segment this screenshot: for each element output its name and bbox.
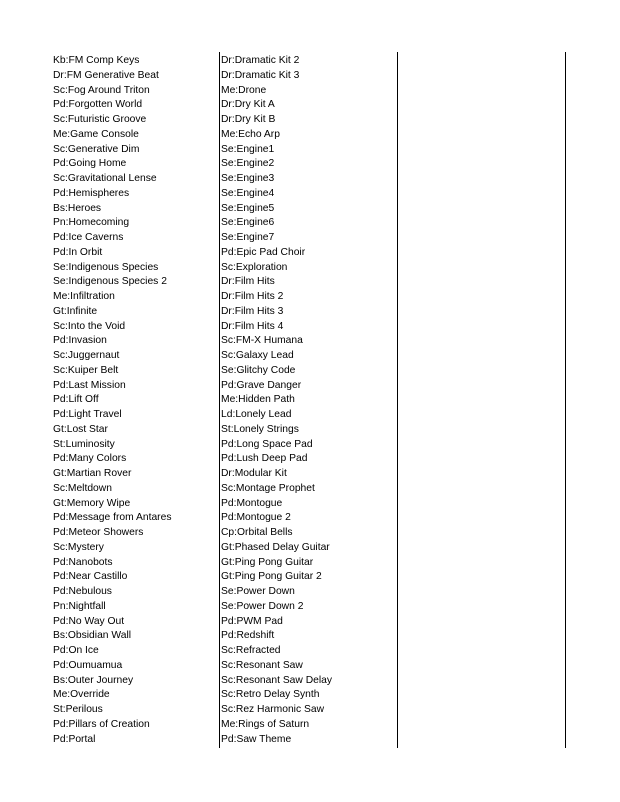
- preset-item: Me:Drone: [221, 84, 267, 96]
- preset-item: Pd:In Orbit: [53, 246, 103, 258]
- preset-item: Me:Override: [53, 689, 110, 701]
- preset-item: Dr:Dry Kit A: [221, 99, 275, 111]
- preset-item: Me:Echo Arp: [221, 128, 280, 140]
- column-divider-1: [219, 52, 220, 748]
- preset-list-column-2: [221, 54, 332, 747]
- preset-list-column-1: [53, 54, 171, 747]
- preset-item: Gt:Memory Wipe: [53, 497, 131, 509]
- preset-item: Se:Engine1: [221, 143, 275, 155]
- preset-item: Sc:Montage Prophet: [221, 482, 315, 494]
- preset-item: Se:Engine2: [221, 158, 275, 170]
- preset-item: Sc:Rez Harmonic Saw: [221, 704, 324, 715]
- preset-item: Sc:Retro Delay Synth: [221, 689, 320, 701]
- preset-item: Gt:Ping Pong Guitar 2: [221, 571, 322, 583]
- preset-item: Se:Power Down: [221, 586, 295, 597]
- preset-item: Sc:Gravitational Lense: [53, 173, 157, 184]
- preset-item: Pd:Montogue 2: [221, 512, 291, 524]
- preset-item: Pd:Oumuamua: [53, 659, 123, 671]
- preset-item: Sc:Exploration: [221, 261, 288, 273]
- preset-item: Pd:Meteor Showers: [53, 527, 144, 538]
- column-divider-2: [397, 52, 398, 748]
- preset-item: Pd:Long Space Pad: [221, 438, 313, 450]
- preset-item: Se:Indigenous Species: [53, 261, 159, 273]
- preset-item: Pd:On Ice: [53, 645, 99, 656]
- preset-item: Me:Rings of Saturn: [221, 718, 310, 730]
- preset-item: Pd:Lift Off: [53, 394, 99, 406]
- preset-item: Me:Hidden Path: [221, 394, 295, 406]
- preset-item: Gt:Martian Rover: [53, 468, 132, 479]
- preset-item: Dr:Dramatic Kit 2: [221, 55, 300, 66]
- preset-item: Pn:Homecoming: [53, 217, 130, 229]
- preset-item: Pd:Pillars of Creation: [53, 718, 150, 730]
- preset-item: Kb:FM Comp Keys: [53, 55, 140, 66]
- preset-item: Se:Engine7: [221, 232, 275, 243]
- preset-item: Cp:Orbital Bells: [221, 527, 293, 538]
- preset-item: Pd:Many Colors: [53, 453, 127, 465]
- preset-item: Pd:PWM Pad: [221, 615, 283, 627]
- preset-item: Dr:Film Hits: [221, 276, 275, 288]
- preset-item: Pd:Near Castillo: [53, 571, 128, 583]
- preset-item: Se:Engine6: [221, 217, 275, 229]
- preset-item: Se:Engine4: [221, 187, 275, 199]
- preset-item: Sc:Mystery: [53, 541, 104, 553]
- preset-item: Dr:Film Hits 4: [221, 320, 284, 332]
- preset-item: Sc:Futuristic Groove: [53, 114, 147, 125]
- preset-item: Me:Infiltration: [53, 291, 115, 302]
- preset-item: Gt:Infinite: [53, 305, 98, 317]
- preset-item: Se:Engine5: [221, 202, 275, 214]
- preset-item: St:Perilous: [53, 704, 103, 715]
- preset-item: Pd:Lush Deep Pad: [221, 453, 308, 465]
- preset-item: Ld:Lonely Lead: [221, 409, 292, 420]
- preset-item: Sc:FM-X Humana: [221, 335, 303, 347]
- preset-item: Pd:Forgotten World: [53, 99, 143, 111]
- preset-item: Sc:Resonant Saw Delay: [221, 674, 333, 686]
- preset-item: Sc:Into the Void: [53, 320, 126, 332]
- preset-item: Dr:FM Generative Beat: [53, 69, 159, 81]
- preset-item: Pd:Portal: [53, 733, 96, 745]
- preset-item: Gt:Lost Star: [53, 423, 108, 435]
- preset-item: Se:Glitchy Code: [221, 364, 296, 376]
- preset-item: Dr:Film Hits 3: [221, 305, 284, 317]
- preset-item: Dr:Dramatic Kit 3: [221, 69, 300, 81]
- preset-item: Se:Engine3: [221, 173, 275, 184]
- preset-item: Pd:Nanobots: [53, 556, 113, 568]
- preset-item: Me:Game Console: [53, 128, 139, 140]
- preset-item: Pd:Saw Theme: [221, 733, 292, 745]
- preset-item: Gt:Ping Pong Guitar: [221, 556, 314, 568]
- preset-item: Sc:Resonant Saw: [221, 659, 303, 671]
- preset-item: Pn:Nightfall: [53, 600, 106, 612]
- preset-item: Bs:Obsidian Wall: [53, 630, 132, 642]
- preset-item: Sc:Galaxy Lead: [221, 350, 294, 361]
- preset-item: Sc:Meltdown: [53, 482, 112, 494]
- preset-item: Pd:Last Mission: [53, 379, 126, 391]
- preset-item: Pd:Hemispheres: [53, 187, 130, 199]
- preset-item: St:Luminosity: [53, 438, 115, 450]
- preset-item: Gt:Phased Delay Guitar: [221, 541, 330, 553]
- column-divider-3: [565, 52, 566, 748]
- preset-item: Pd:Montogue: [221, 497, 283, 509]
- preset-item: Bs:Heroes: [53, 202, 102, 214]
- preset-item: Sc:Generative Dim: [53, 143, 140, 155]
- preset-item: Pd:Message from Antares: [53, 512, 172, 524]
- preset-item: Dr:Film Hits 2: [221, 291, 284, 302]
- preset-item: Sc:Juggernaut: [53, 350, 120, 361]
- preset-item: St:Lonely Strings: [221, 423, 299, 435]
- preset-item: Pd:No Way Out: [53, 615, 125, 627]
- preset-item: Pd:Nebulous: [53, 586, 112, 597]
- preset-item: Dr:Dry Kit B: [221, 114, 276, 125]
- preset-item: Pd:Redshift: [221, 630, 275, 642]
- preset-item: Pd:Grave Danger: [221, 379, 302, 391]
- preset-item: Pd:Going Home: [53, 158, 127, 170]
- preset-item: Sc:Kuiper Belt: [53, 364, 119, 376]
- preset-item: Se:Power Down 2: [221, 600, 304, 612]
- preset-item: Sc:Refracted: [221, 645, 281, 656]
- preset-item: Se:Indigenous Species 2: [53, 276, 167, 288]
- preset-item: Pd:Epic Pad Choir: [221, 246, 306, 258]
- preset-item: Pd:Invasion: [53, 335, 107, 347]
- preset-item: Sc:Fog Around Triton: [53, 84, 150, 96]
- preset-item: Pd:Light Travel: [53, 409, 122, 420]
- preset-item: Dr:Modular Kit: [221, 468, 287, 479]
- preset-item: Bs:Outer Journey: [53, 674, 134, 686]
- preset-item: Pd:Ice Caverns: [53, 232, 124, 243]
